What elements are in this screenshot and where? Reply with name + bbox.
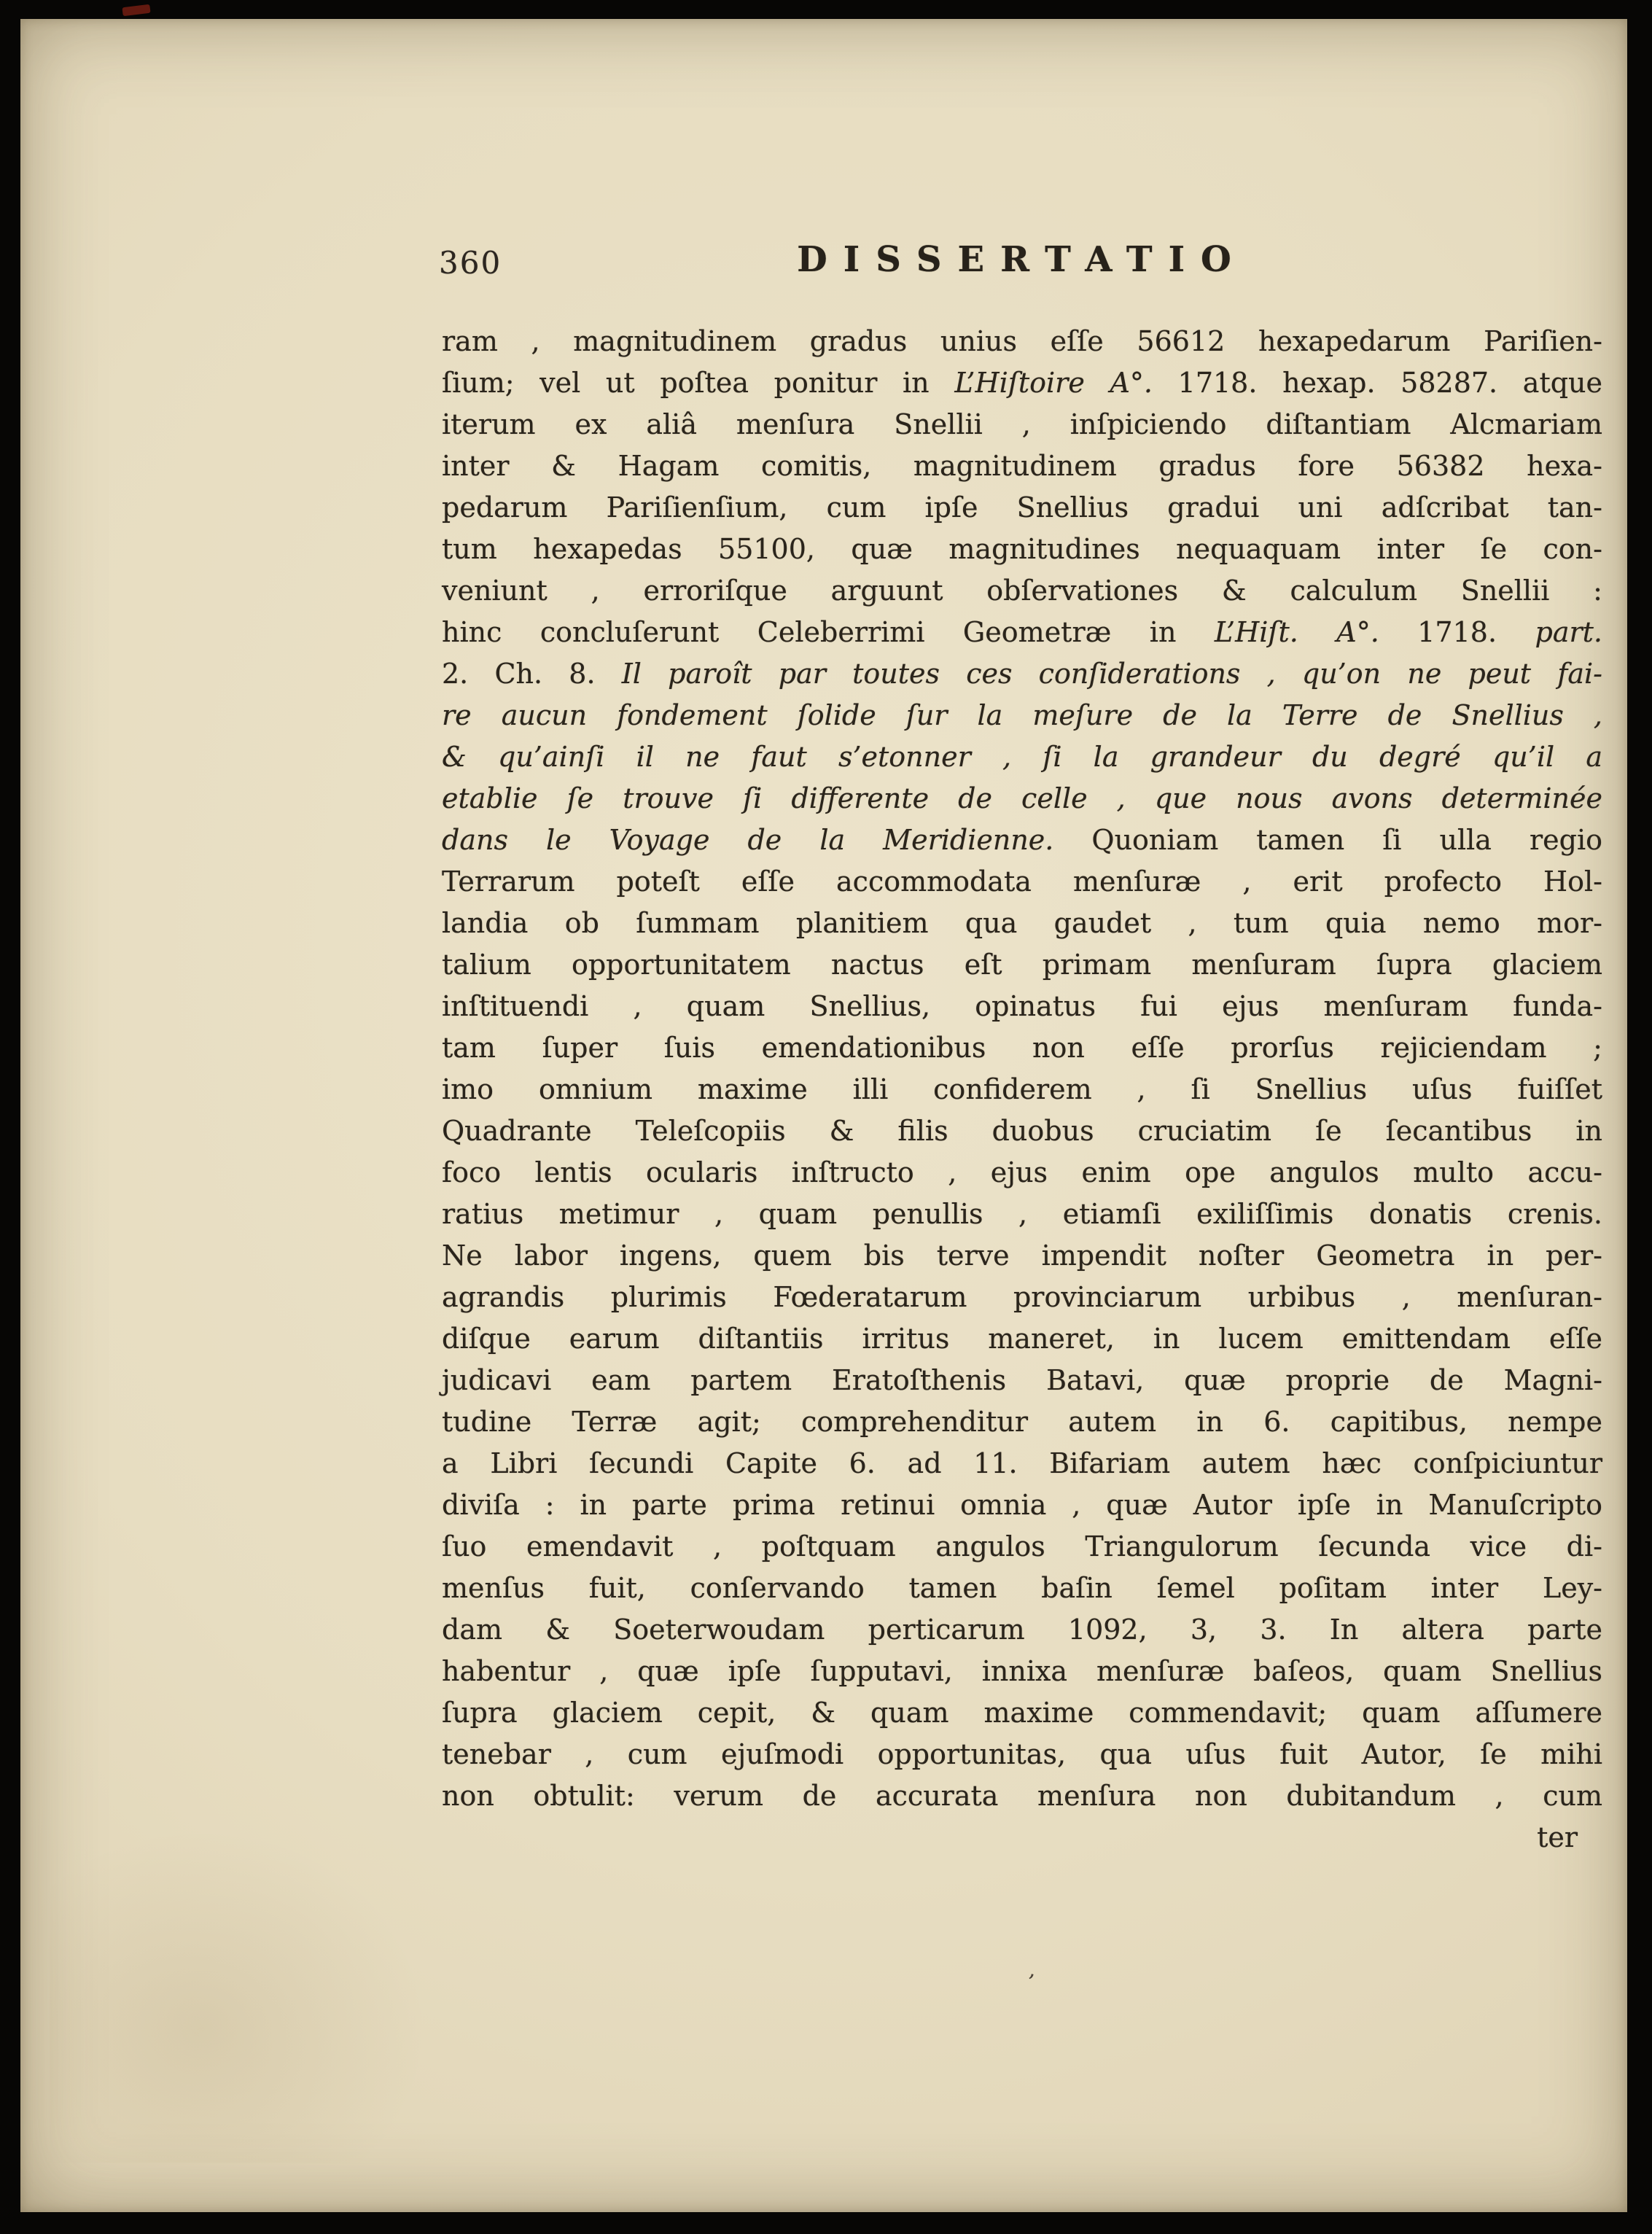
text-line (442, 861, 1602, 903)
text-line (442, 1401, 1602, 1443)
text-segment: 2. Ch. 8. (442, 658, 622, 690)
text-segment: ram , magnitudinem gradus unius eſſe 56612 hexapedarum Pariſien- (442, 325, 1602, 357)
text-line (442, 1277, 1602, 1318)
text-segment: iterum ex aliâ menſura Snellii , inſpiciendo diſtantiam Alcmariam (442, 408, 1602, 440)
text-line (442, 653, 1602, 695)
text-segment: a Libri ſecundi Capite 6. ad 11. Bifariam autem hæc conſpiciuntur (442, 1447, 1602, 1479)
text-segment: 1718. hexap. 58287. atque (1153, 367, 1602, 399)
text-segment: Quoniam tamen ſi ulla regio (1053, 824, 1602, 856)
text-segment: landia ob ſummam planitiem qua gaudet , tum quia nemo mor- (442, 907, 1602, 939)
text-line (442, 1568, 1602, 1609)
text-line (442, 1110, 1602, 1152)
text-segment: imo omnium maxime illi confiderem , ſi Snellius uſus fuiſſet (442, 1073, 1602, 1105)
page-paper (20, 19, 1627, 2212)
text-line (442, 487, 1602, 529)
text-block (439, 238, 1603, 1859)
text-line (442, 903, 1602, 944)
text-line (442, 1152, 1602, 1194)
text-line (442, 1609, 1602, 1651)
text-line (442, 1027, 1602, 1069)
text-segment: non obtulit: verum de accurata menſura non dubitandum , cum (442, 1780, 1602, 1812)
text-line (442, 445, 1602, 487)
text-segment: diſque earum diſtantiis irritus maneret, in lucem emittendam eſſe (442, 1323, 1602, 1355)
text-segment: inſtituendi , quam Snellius, opinatus fui ejus menſuram funda- (442, 990, 1602, 1022)
text-segment: pedarum Pariſienſium, cum ipſe Snellius gradui uni adſcribat tan- (442, 491, 1602, 524)
text-segment: veniunt , erroriſque arguunt obſervationes & calculum Snellii : (442, 575, 1602, 607)
text-segment: Ne labor ingens, quem bis terve impendit noſter Geometra in per- (442, 1239, 1602, 1272)
text-line (442, 736, 1602, 778)
text-segment: agrandis plurimis Fœderatarum provinciarum urbibus , menſuran- (442, 1281, 1602, 1313)
text-segment: ſium; vel ut poſtea ponitur in (442, 367, 955, 399)
text-segment: judicavi eam partem Eratoſthenis Batavi, quæ proprie de Magni- (442, 1364, 1602, 1396)
text-segment: 1718. (1379, 616, 1535, 648)
text-line (442, 1069, 1602, 1110)
text-line (442, 1443, 1602, 1484)
text-line (442, 1734, 1602, 1775)
text-line (442, 695, 1602, 736)
text-segment: Terrarum poteſt eſſe accommodata menſuræ , erit profecto Hol- (442, 865, 1602, 898)
text-line (442, 362, 1602, 404)
text-segment: L’Hiſt. A°. (1214, 616, 1379, 648)
text-segment: inter & Hagam comitis, magnitudinem gradus fore 56382 hexa- (442, 450, 1602, 482)
text-segment: ſupra glaciem cepit, & quam maxime commendavit; quam aſſumere (442, 1697, 1602, 1729)
text-line (442, 944, 1602, 986)
text-line (442, 612, 1602, 653)
red-ink-mark (122, 4, 150, 17)
text-segment: & qu’ainſi il ne faut s’etonner , ſi la grandeur du degré qu’il a (442, 741, 1602, 773)
text-line (442, 1651, 1602, 1692)
text-segment: part. (1535, 616, 1603, 648)
text-segment: tenebar , cum ejuſmodi opportunitas, qua uſus fuit Autor, ſe mihi (442, 1738, 1602, 1770)
stray-ink-mark: ’ (1024, 1969, 1037, 1996)
body-text (442, 321, 1602, 1817)
text-segment: hinc concluſerunt Celeberrimi Geometræ in (442, 616, 1215, 648)
text-segment: tudine Terræ agit; comprehenditur autem in 6. capitibus, nempe (442, 1406, 1602, 1438)
text-segment: menſus fuit, conſervando tamen baſin ſemel poſitam inter Ley- (442, 1572, 1602, 1604)
text-segment: diviſa : in parte prima retinui omnia , quæ Autor ipſe in Manuſcripto (442, 1489, 1602, 1521)
text-line (442, 1235, 1602, 1277)
text-segment: Quadrante Teleſcopiis & filis duobus cruciatim ſe ſecantibus in (442, 1115, 1602, 1147)
text-segment: Il paroît par toutes ces conſiderations , qu’on ne peut fai- (621, 658, 1602, 690)
text-segment: dans le Voyage de la Meridienne. (442, 824, 1054, 856)
text-line (442, 529, 1602, 570)
text-segment: ratius metimur , quam penullis , etiamſi exiliſſimis donatis crenis. (442, 1198, 1602, 1230)
text-line (442, 986, 1602, 1027)
text-line (442, 1526, 1602, 1568)
text-line (442, 1194, 1602, 1235)
text-segment: L’Hiſtoire A°. (954, 367, 1153, 399)
text-line (442, 1484, 1602, 1526)
text-segment: tum hexapedas 55100, quæ magnitudines nequaquam inter ſe con- (442, 533, 1602, 565)
page-header-title: DISSERTATIO (797, 239, 1247, 280)
text-line (442, 778, 1602, 820)
text-line (442, 321, 1602, 362)
text-segment: talium opportunitatem nactus eſt primam menſuram ſupra glaciem (442, 949, 1602, 981)
text-line (442, 1318, 1602, 1360)
text-line (442, 1360, 1602, 1401)
text-line (442, 1775, 1602, 1817)
text-line (442, 570, 1602, 612)
text-line (442, 404, 1602, 445)
text-line (442, 1692, 1602, 1734)
running-head (439, 238, 1602, 284)
text-segment: tam ſuper ſuis emendationibus non eſſe prorſus rejiciendam ; (442, 1032, 1602, 1064)
paper-stain (50, 1827, 429, 2163)
text-segment: foco lentis ocularis inſtructo , ejus enim ope angulos multo accu- (442, 1156, 1602, 1188)
text-line (442, 820, 1602, 861)
catchword: ter (1537, 1821, 1578, 1853)
page-number: 360 (439, 245, 502, 281)
text-segment: dam & Soeterwoudam perticarum 1092, 3, 3. In altera parte (442, 1614, 1602, 1646)
text-segment: ſuo emendavit , poſtquam angulos Triangulorum ſecunda vice di- (442, 1530, 1602, 1562)
text-segment: habentur , quæ ipſe ſupputavi, innixa menſuræ baſeos, quam Snellius (442, 1655, 1602, 1687)
text-segment: etablie ſe trouve ſi differente de celle , que nous avons determinée (442, 782, 1602, 814)
text-segment: re aucun fondement ſolide ſur la meſure de la Terre de Snellius , (442, 699, 1602, 731)
